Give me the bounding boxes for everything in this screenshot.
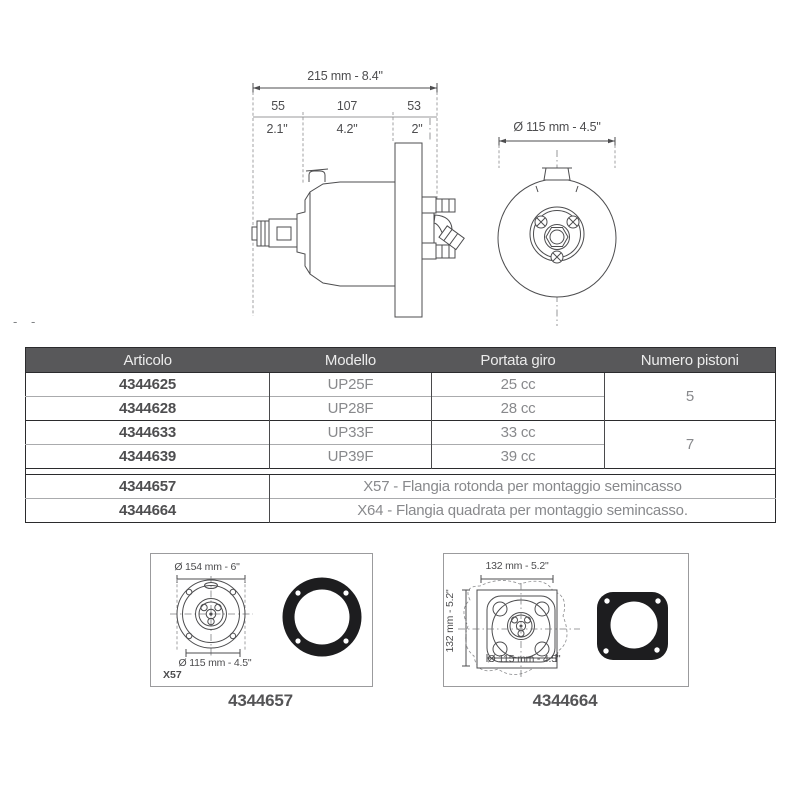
cell-portata: 28 cc — [432, 397, 605, 421]
front-cap — [544, 168, 570, 180]
cell-articolo: 4344625 — [119, 376, 176, 393]
hub-screw — [551, 251, 563, 263]
table-row — [26, 373, 776, 397]
dim-x64-inner: Ø 115 mm - 4.5" — [487, 653, 561, 665]
dim-mm-107: 107 — [336, 99, 358, 113]
hydraulic-fittings — [422, 197, 464, 259]
filler-cap — [309, 171, 325, 182]
table-row — [26, 475, 776, 499]
dim-front-diameter: Ø 115 mm - 4.5" — [513, 120, 601, 134]
dim-overall: 215 mm - 8.4" — [307, 69, 383, 83]
header-portata-giro: Portata giro — [432, 348, 605, 373]
cell-modello: UP33F — [270, 421, 432, 445]
mounting-plate — [395, 143, 422, 317]
header-articolo: Articolo — [26, 348, 270, 373]
x64-figure-box — [443, 553, 689, 687]
dim-mm-55: 55 — [271, 99, 285, 113]
dim-x57-inner: Ø 115 mm - 4.5" — [178, 657, 252, 669]
x57-caption: 4344657 — [228, 691, 293, 710]
table-row — [26, 421, 776, 445]
steering-shaft — [252, 219, 297, 247]
x64-caption: 4344664 — [532, 691, 598, 710]
pump-body — [297, 182, 395, 286]
table-header-row — [26, 348, 776, 373]
cell-portata: 39 cc — [432, 445, 605, 469]
cell-pistoni-5: 5 — [605, 373, 776, 421]
table-row — [26, 499, 776, 523]
hub-screw — [535, 216, 547, 228]
helm-pump-side-view — [252, 69, 464, 317]
cell-articolo: 4344657 — [119, 478, 176, 495]
dim-x64-height: 132 mm - 5.2" — [444, 589, 456, 653]
x57-figure-box — [150, 553, 373, 687]
helm-pump-front-view — [498, 120, 616, 326]
cell-articolo: 4344664 — [26, 499, 270, 523]
cell-modello: UP39F — [270, 445, 432, 469]
dim-x57-outer: Ø 154 mm - 6" — [174, 561, 240, 573]
cell-portata: 33 cc — [432, 421, 605, 445]
header-modello: Modello — [270, 348, 432, 373]
hub-screw — [567, 216, 579, 228]
cell-articolo: 4344628 — [26, 397, 270, 421]
header-numero-pistoni: Numero pistoni — [605, 348, 776, 373]
cell-articolo: 4344633 — [26, 421, 270, 445]
dim-in-2: 2" — [411, 122, 423, 136]
dim-x64-width: 132 mm - 5.2" — [485, 560, 549, 572]
cell-modello: UP25F — [270, 373, 432, 397]
cell-descrizione: X64 - Flangia quadrata per montaggio semincasso. — [270, 499, 776, 523]
cell-portata: 25 cc — [432, 373, 605, 397]
dim-in-42: 4.2" — [336, 122, 358, 136]
dim-in-21: 2.1" — [266, 122, 288, 136]
x57-label: X57 — [163, 669, 182, 681]
cell-descrizione: X57 - Flangia rotonda per montaggio semincasso — [270, 475, 776, 499]
scan-artifact-dashes: - - — [13, 314, 41, 329]
cell-pistoni-7: 7 — [605, 421, 776, 469]
cell-articolo: 4344639 — [26, 445, 270, 469]
spec-table — [25, 347, 776, 523]
dim-mm-53: 53 — [407, 99, 421, 113]
cell-modello: UP28F — [270, 397, 432, 421]
